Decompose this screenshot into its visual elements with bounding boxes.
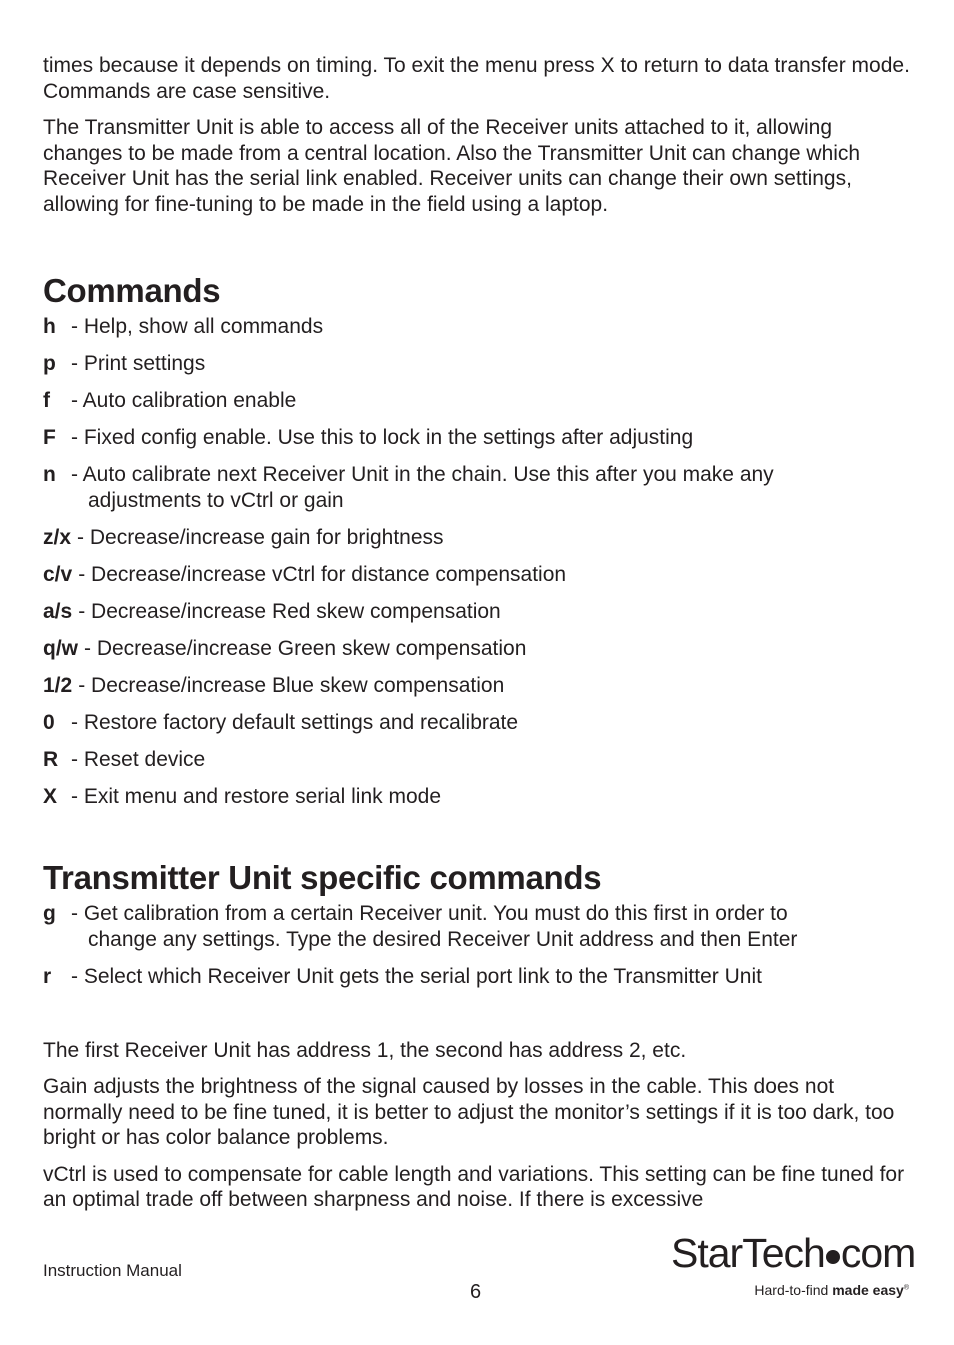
command-desc: - Fixed config enable. Use this to lock in the settings after adjusting — [71, 426, 694, 449]
command-desc: - Decrease/increase Blue skew compensation — [78, 673, 505, 697]
list-item — [43, 784, 913, 810]
section-spacer — [43, 1001, 913, 1038]
commands-heading: Commands — [43, 272, 221, 309]
list-item — [43, 351, 913, 377]
command-desc: - Reset device — [71, 747, 206, 771]
intro-paragraph-2: The Transmitter Unit is able to access all of the Receiver units attached to it, allowing changes to be made from a central location. Also the Transmitter Unit can change which Receiver Unit has the serial link enabled. Receiver units can change their own settings, allowing for fine-tuning to be made in the field using a laptop. — [43, 116, 861, 216]
command-desc: - Auto calibrate next Receiver Unit in the chain. Use this after you make any — [71, 463, 774, 486]
command-key: F — [43, 426, 56, 449]
command-desc: - Decrease/increase Red skew compensation — [78, 599, 501, 623]
startech-logo — [671, 1230, 916, 1305]
command-key: z/x — [43, 525, 72, 549]
logo-tagline — [754, 1282, 909, 1298]
list-item — [43, 562, 913, 588]
logo-text-left: StarTech — [671, 1230, 825, 1276]
list-item — [43, 462, 913, 513]
command-key: R — [43, 747, 59, 771]
list-item — [43, 599, 913, 625]
footer-label: Instruction Manual — [43, 1261, 182, 1280]
list-item — [43, 636, 913, 662]
commands-list — [43, 314, 913, 809]
list-item — [43, 964, 913, 990]
list-item — [43, 901, 913, 952]
command-desc: - Help, show all commands — [71, 315, 324, 338]
list-item — [43, 388, 913, 414]
command-desc: - Decrease/increase Green skew compensation — [84, 636, 527, 660]
command-desc: - Restore factory default settings and recalibrate — [71, 710, 519, 734]
command-key: q/w — [43, 636, 78, 660]
list-item — [43, 425, 913, 451]
logo-dot-icon — [826, 1250, 840, 1264]
intro-paragraph-1: times because it depends on timing. To exit the menu press X to return to data transfer mode. Commands are case sensitive. — [43, 54, 910, 103]
command-desc-continuation: adjustments to vCtrl or gain — [88, 488, 344, 512]
command-desc-wrapper — [71, 462, 913, 513]
command-desc: - Select which Receiver Unit gets the serial port link to the Transmitter Unit — [71, 964, 762, 988]
command-key: g — [43, 902, 56, 925]
command-key: n — [43, 463, 56, 486]
command-desc: - Exit menu and restore serial link mode — [71, 784, 441, 808]
list-item — [43, 747, 913, 773]
list-item — [43, 673, 913, 699]
command-key: f — [43, 389, 50, 412]
command-key: r — [43, 964, 52, 988]
command-desc: - Decrease/increase gain for brightness — [77, 525, 444, 549]
command-key: h — [43, 315, 56, 338]
command-desc: - Get calibration from a certain Receiver unit. You must do this first in order to — [71, 902, 788, 925]
command-key: 1/2 — [43, 673, 73, 697]
list-item — [43, 314, 913, 340]
tx-commands-heading: Transmitter Unit specific commands — [43, 859, 602, 896]
page-number: 6 — [470, 1281, 482, 1303]
command-key: a/s — [43, 599, 73, 623]
notes-paragraph-2: Gain adjusts the brightness of the signal caused by losses in the cable. This does not normally need to be fine tuned, it is better to adjust the monitor’s settings if it is too dark, too bright or has color balance problems. — [43, 1075, 895, 1149]
command-key: X — [43, 784, 58, 808]
command-desc: - Print settings — [71, 352, 206, 375]
command-desc-continuation: change any settings. Type the desired Receiver Unit address and then Enter — [88, 927, 798, 951]
command-desc: - Auto calibration enable — [71, 389, 297, 412]
registered-mark: ® — [903, 1284, 909, 1292]
document-page — [43, 53, 913, 1224]
notes-paragraph-1: The first Receiver Unit has address 1, the second has address 2, etc. — [43, 1038, 687, 1062]
list-item — [43, 525, 913, 551]
command-key: c/v — [43, 562, 73, 586]
logo-text-right: com — [840, 1230, 916, 1276]
list-item — [43, 710, 913, 736]
command-desc-wrapper — [71, 901, 913, 952]
command-key: p — [43, 352, 56, 375]
notes-paragraph-3: vCtrl is used to compensate for cable length and variations. This setting can be fine tuned for an optimal trade off between sharpness and noise. If there is excessive — [43, 1162, 905, 1211]
command-key: 0 — [43, 710, 55, 734]
command-desc: - Decrease/increase vCtrl for distance compensation — [78, 562, 567, 586]
tagline-bold: made easy — [832, 1282, 904, 1298]
tagline-plain: Hard-to-find — [754, 1282, 829, 1298]
logo-wordmark — [671, 1230, 916, 1276]
tx-commands-list — [43, 901, 913, 989]
